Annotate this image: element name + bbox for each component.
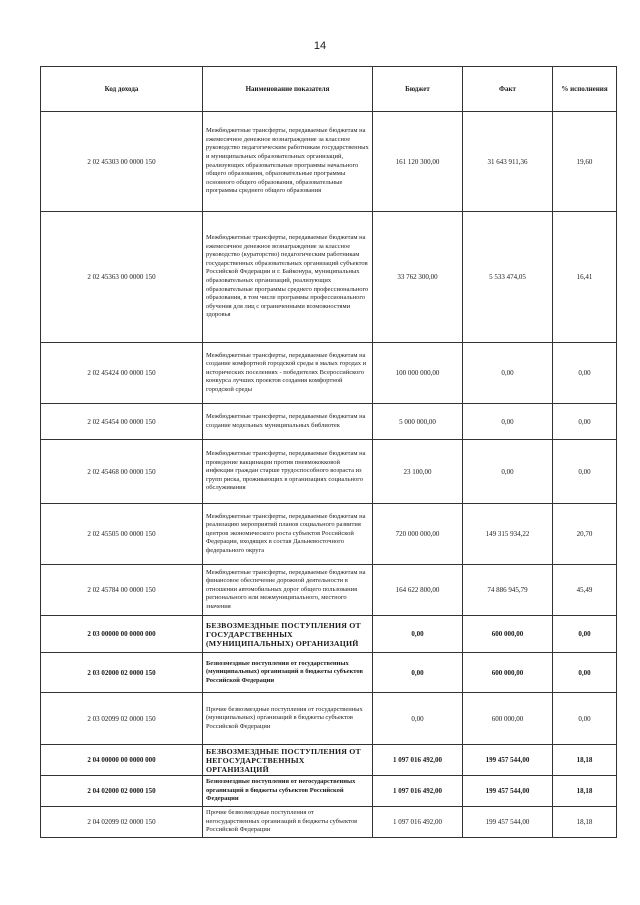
row-budget: 23 100,00 xyxy=(373,440,463,504)
row-percent: 0,00 xyxy=(553,440,617,504)
header-name: Наименование показателя xyxy=(203,67,373,112)
row-name: Межбюджетные трансферты, передаваемые бюджетам на создание модельных муниципальных библиотек xyxy=(203,404,373,440)
row-fact: 0,00 xyxy=(463,404,553,440)
row-budget: 1 097 016 492,00 xyxy=(373,745,463,776)
table-row xyxy=(41,343,617,404)
table-row xyxy=(41,693,617,745)
header-budget: Бюджет xyxy=(373,67,463,112)
page-number: 14 xyxy=(313,40,327,52)
table-row xyxy=(41,616,617,653)
table-row xyxy=(41,404,617,440)
row-code: 2 02 45505 00 0000 150 xyxy=(41,504,203,565)
row-name: Межбюджетные трансферты, передаваемые бюджетам на создание комфортной городской среды в малых городах и исторических поселениях - победителях Всероссийского конкурса лучших проектов создания комфортной городской среды xyxy=(203,343,373,404)
row-percent: 0,00 xyxy=(553,404,617,440)
header-fact: Факт xyxy=(463,67,553,112)
row-fact: 600 000,00 xyxy=(463,693,553,745)
table-row xyxy=(41,440,617,504)
table-row xyxy=(41,212,617,343)
row-fact: 199 457 544,00 xyxy=(463,745,553,776)
row-name: Межбюджетные трансферты, передаваемые бюджетам на финансовое обеспечение дорожной деятельности в отношении автомобильных дорог общего пользования регионального или межмуниципального, местного значения xyxy=(203,565,373,616)
row-name: Безвозмездные поступления от негосударственных организаций в бюджеты субъектов Российской Федерации xyxy=(203,776,373,807)
row-percent: 0,00 xyxy=(553,343,617,404)
row-budget: 720 000 000,00 xyxy=(373,504,463,565)
row-budget: 1 097 016 492,00 xyxy=(373,776,463,807)
row-fact: 600 000,00 xyxy=(463,653,553,693)
row-fact: 74 886 945,79 xyxy=(463,565,553,616)
row-percent: 0,00 xyxy=(553,693,617,745)
row-name: БЕЗВОЗМЕЗДНЫЕ ПОСТУПЛЕНИЯ ОТ НЕГОСУДАРСТВЕННЫХ ОРГАНИЗАЦИЙ xyxy=(203,745,373,776)
row-budget: 33 762 300,00 xyxy=(373,212,463,343)
row-code: 2 03 00000 00 0000 000 xyxy=(41,616,203,653)
row-name: Прочие безвозмездные поступления от государственных (муниципальных) организаций в бюджеты субъектов Российской Федерации xyxy=(203,693,373,745)
row-fact: 5 533 474,05 xyxy=(463,212,553,343)
row-budget: 0,00 xyxy=(373,693,463,745)
row-budget: 100 000 000,00 xyxy=(373,343,463,404)
table-header-row xyxy=(41,67,617,112)
row-code: 2 03 02000 02 0000 150 xyxy=(41,653,203,693)
row-budget: 5 000 000,00 xyxy=(373,404,463,440)
row-percent: 20,70 xyxy=(553,504,617,565)
table-row xyxy=(41,653,617,693)
row-fact: 31 643 911,36 xyxy=(463,112,553,212)
row-name: Межбюджетные трансферты, передаваемые бюджетам на реализацию мероприятий планов социального развития центров экономического роста субъектов Российской Федерации, входящих в состав Дальневосточного федерального округа xyxy=(203,504,373,565)
row-fact: 0,00 xyxy=(463,440,553,504)
header-percent: % исполнения xyxy=(553,67,617,112)
row-budget: 0,00 xyxy=(373,616,463,653)
row-percent: 18,18 xyxy=(553,776,617,807)
table-row xyxy=(41,745,617,776)
row-fact: 600 000,00 xyxy=(463,616,553,653)
row-code: 2 02 45468 00 0000 150 xyxy=(41,440,203,504)
row-code: 2 02 45363 00 0000 150 xyxy=(41,212,203,343)
row-percent: 0,00 xyxy=(553,616,617,653)
table-row xyxy=(41,112,617,212)
row-budget: 1 097 016 492,00 xyxy=(373,807,463,838)
table-row xyxy=(41,504,617,565)
row-name: БЕЗВОЗМЕЗДНЫЕ ПОСТУПЛЕНИЯ ОТ ГОСУДАРСТВЕННЫХ (МУНИЦИПАЛЬНЫХ) ОРГАНИЗАЦИЙ xyxy=(203,616,373,653)
revenue-table xyxy=(40,66,617,838)
row-name: Прочие безвозмездные поступления от негосударственных организаций в бюджеты субъектов Российской Федерации xyxy=(203,807,373,838)
row-fact: 149 315 934,22 xyxy=(463,504,553,565)
row-code: 2 04 02099 02 0000 150 xyxy=(41,807,203,838)
row-code: 2 02 45784 00 0000 150 xyxy=(41,565,203,616)
row-code: 2 04 02000 02 0000 150 xyxy=(41,776,203,807)
row-percent: 45,49 xyxy=(553,565,617,616)
row-budget: 161 120 300,00 xyxy=(373,112,463,212)
row-code: 2 03 02099 02 0000 150 xyxy=(41,693,203,745)
table-row xyxy=(41,565,617,616)
row-fact: 0,00 xyxy=(463,343,553,404)
row-fact: 199 457 544,00 xyxy=(463,807,553,838)
table-row xyxy=(41,776,617,807)
row-code: 2 02 45303 00 0000 150 xyxy=(41,112,203,212)
row-percent: 18,18 xyxy=(553,807,617,838)
row-code: 2 02 45454 00 0000 150 xyxy=(41,404,203,440)
row-budget: 164 622 800,00 xyxy=(373,565,463,616)
row-name: Безвозмездные поступления от государственных (муниципальных) организаций в бюджеты субъектов Российской Федерации xyxy=(203,653,373,693)
header-code: Код дохода xyxy=(41,67,203,112)
row-percent: 16,41 xyxy=(553,212,617,343)
row-percent: 0,00 xyxy=(553,653,617,693)
table-row xyxy=(41,807,617,838)
row-name: Межбюджетные трансферты, передаваемые бюджетам на ежемесячное денежное вознаграждение за классное руководство педагогическим работникам государственных и муниципальных образовательных организаций, реализующих образовательные программы начального общего образования, образовательные программы основного общего образования, образовательные программы среднего общего образования xyxy=(203,112,373,212)
row-name: Межбюджетные трансферты, передаваемые бюджетам на проведение вакцинации против пневмококковой инфекции граждан старше трудоспособного возраста из групп риска, проживающих в организациях социального обслуживания xyxy=(203,440,373,504)
row-budget: 0,00 xyxy=(373,653,463,693)
row-code: 2 04 00000 00 0000 000 xyxy=(41,745,203,776)
row-code: 2 02 45424 00 0000 150 xyxy=(41,343,203,404)
row-fact: 199 457 544,00 xyxy=(463,776,553,807)
row-percent: 19,60 xyxy=(553,112,617,212)
row-name: Межбюджетные трансферты, передаваемые бюджетам на ежемесячное денежное вознаграждение за классное руководство (кураторство) педагогическим работникам государственных образовательных организаций субъектов Российской Федерации и г. Байконура, муниципальных образовательных организаций, реализующих образовательные программы среднего профессионального образования, в том числе программы профессионального обучения для лиц с ограниченными возможностями здоровья xyxy=(203,212,373,343)
row-percent: 18,18 xyxy=(553,745,617,776)
